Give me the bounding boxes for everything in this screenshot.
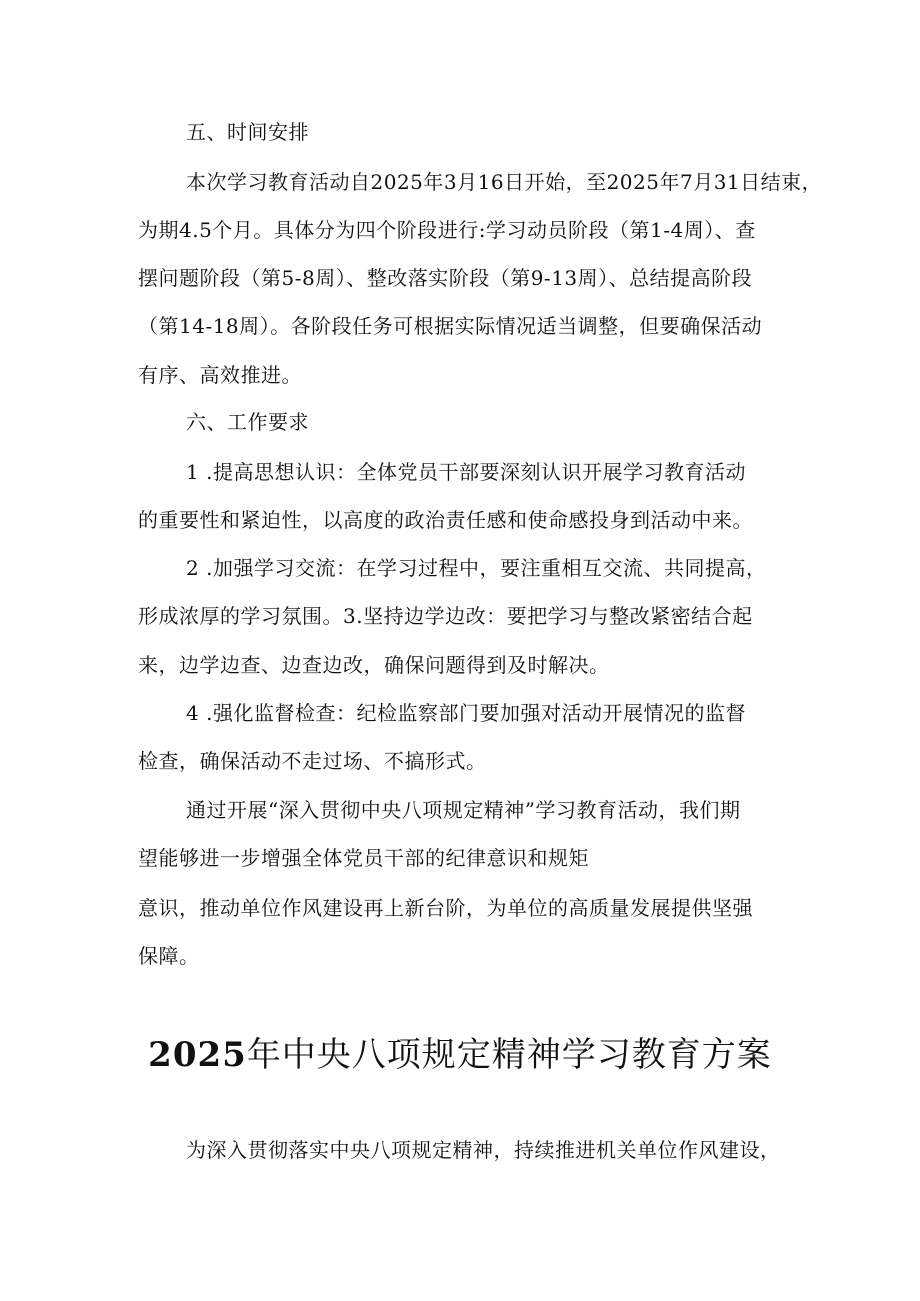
document-title-year: 2025 (148, 1035, 247, 1075)
section-heading-work-requirements: 六、工作要求 (186, 410, 309, 434)
intro-paragraph: 为深入贯彻落实中央八项规定精神，持续推进机关单位作风建设， (186, 1138, 781, 1162)
document-title-text: 年中央八项规定精神学习教育方案 (246, 1035, 772, 1075)
paragraph-line: 为期4.5个月。具体分为四个阶段进行:学习动员阶段（第1-4周）、查 (138, 218, 756, 242)
requirement-item-1: 1 .提高思想认识：全体党员干部要深刻认识开展学习教育活动 (186, 460, 746, 484)
requirement-item-4: 4 .强化监督检查：纪检监察部门要加强对活动开展情况的监督 (186, 701, 746, 725)
paragraph-line: （第14-18周）。各阶段任务可根据实际情况适当调整，但要确保活动 (138, 314, 763, 338)
closing-paragraph: 通过开展“深入贯彻中央八项规定精神”学习教育活动，我们期 (186, 798, 741, 822)
requirement-item-4-cont: 检查，确保活动不走过场、不搞形式。 (138, 749, 487, 773)
requirement-item-1-cont: 的重要性和紧迫性，以高度的政治责任感和使命感投身到活动中来。 (138, 508, 753, 532)
requirement-item-3-cont: 来，边学边查、边查边改，确保问题得到及时解决。 (138, 653, 610, 677)
section-heading-time-arrangement: 五、时间安排 (186, 120, 309, 144)
closing-paragraph-line: 望能够进一步增强全体党员干部的纪律意识和规矩 (138, 846, 589, 870)
document-title (0, 1030, 920, 1080)
requirement-item-2-cont: 形成浓厚的学习氛围。3.坚持边学边改：要把学习与整改紧密结合起 (138, 604, 753, 628)
paragraph-line: 有序、高效推进。 (138, 363, 302, 387)
requirement-item-2: 2 .加强学习交流：在学习过程中，要注重相互交流、共同提高， (186, 556, 767, 580)
closing-paragraph-line: 意识，推动单位作风建设再上新台阶，为单位的高质量发展提供坚强 (138, 896, 753, 920)
closing-paragraph-line: 保障。 (138, 944, 200, 968)
paragraph-line: 本次学习教育活动自2025年3月16日开始，至2025年7月31日结束， (186, 170, 823, 194)
paragraph-line: 摆问题阶段（第5-8周）、整改落实阶段（第9-13周）、总结提高阶段 (138, 266, 753, 290)
